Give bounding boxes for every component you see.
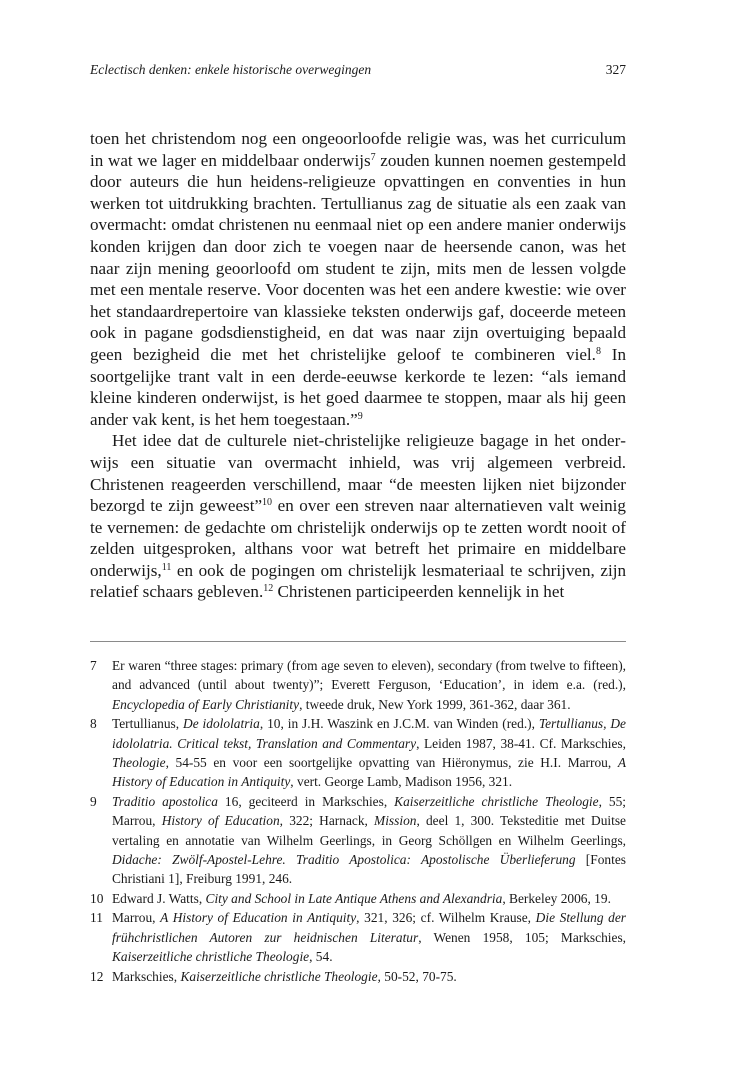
- text-run: Het idee dat de culturele niet-christelijke religieuze bagage in het onderwijs een situatie van overmacht inhield, was vrij algemeen verbreid. Christenen reageerden verschillend, maar “de meesten lijken niet bijzonder bezorgd te zijn geweest”: [90, 431, 626, 516]
- text-run: Kaiserzeitliche christliche Theologie: [112, 949, 310, 965]
- running-header: [90, 62, 626, 82]
- paragraph: [90, 128, 626, 430]
- text-run: Markschies,: [112, 968, 181, 984]
- running-title: Eclectisch denken: enkele historische overwegingen: [90, 62, 372, 77]
- text-run: Marrou,: [112, 910, 161, 926]
- text-run: Traditio apostolica: [112, 793, 218, 809]
- footnote-text: [112, 967, 626, 986]
- text-run: , vert. George Lamb, Madison 1956, 321.: [290, 774, 513, 790]
- footnote-ref[interactable]: 9: [357, 410, 363, 422]
- footnote-ref[interactable]: 7: [370, 151, 376, 163]
- text-run: , 322; Harnack,: [279, 813, 375, 829]
- text-run: Kaiserzeitliche christliche Theologie: [394, 793, 599, 809]
- text-run: Encyclopedia of Early Christianity: [112, 696, 300, 712]
- text-run: Christenen participeerden kennelijk in het: [273, 582, 565, 602]
- text-run: Mission: [374, 813, 417, 829]
- text-run: Didache: Zwölf-Apostel-Lehre. Traditio Apostolica: Apostolische Überlieferung: [112, 852, 576, 868]
- footnote-ref[interactable]: 8: [595, 345, 601, 357]
- text-run: 50-52, 70-75.: [380, 968, 457, 984]
- text-run: , 55; Marrou,: [112, 793, 627, 829]
- text-run: toen het christendom nog een ongeoorloofde religie was, was het curriculum in wat we lager en middelbaar onderwijs: [90, 129, 626, 170]
- text-run: City and School in Late Antique Athens and Alexandria: [205, 890, 503, 906]
- footnote: [90, 889, 626, 908]
- footnote: [90, 656, 626, 714]
- text-run: De idololatria: [183, 716, 260, 732]
- text-run: , tweede druk, New York 1999, 361-362, daar 361.: [299, 696, 571, 712]
- footnote-divider: [90, 641, 626, 642]
- footnote-ref[interactable]: 10: [262, 497, 273, 509]
- text-run: Tertullianus,: [112, 716, 184, 732]
- footnotes: [90, 656, 626, 986]
- footnote: [90, 908, 626, 966]
- paragraph: [90, 430, 626, 603]
- text-run: A History of Education in Antiquity: [112, 755, 626, 790]
- text-run: In soortgelijke trant valt in een derde-eeuwse kerkorde te lezen: “als iemand kleine kinderen onderwijst, is het goed daarmee te stoppen, maar als hij geen ander vak kent, is het hem toegestaan.”: [90, 344, 627, 429]
- text-run: , 321, 326; cf. Wilhelm Krause,: [356, 910, 536, 926]
- text-run: Er waren “three stages: primary (from age seven to eleven), secondary (from twelve to fifteen), and advanced (until about twenty)”; Everett Ferguson, ‘Education’, in idem e.a. (red.),: [112, 658, 626, 693]
- footnote-number: 11: [90, 910, 103, 926]
- footnote-number: 9: [90, 793, 97, 809]
- footnote-ref[interactable]: 12: [263, 583, 274, 595]
- footnote-text: [112, 656, 626, 714]
- text-run: , Berkeley 2006, 19.: [502, 890, 611, 906]
- text-run: , deel 1, 300. Teksteditie met Duitse vertaling en annotatie van Wilhelm Geerlings, in Georg Schöllgen en Wilhelm Geerlings,: [112, 813, 626, 848]
- footnote-text: [112, 714, 626, 792]
- footnote-ref[interactable]: 11: [161, 561, 172, 573]
- footnote-text: [112, 908, 626, 966]
- text-run: , 54-55 en voor een soortgelijke opvatting van Hiëronymus, zie H.I. Marrou,: [165, 755, 618, 771]
- footnote-number: 8: [90, 716, 97, 732]
- footnote-number: 12: [90, 968, 104, 984]
- text-run: en over een streven naar alternatieven valt weinig te vernemen: de gedachte om christelijk onderwijs op te zetten wordt nooit of zelden uitgesproken, althans voor wat betreft het primaire en middelbare onderwijs,: [90, 496, 626, 580]
- text-run: , Leiden 1987, 38-41. Cf. Markschies,: [416, 735, 626, 751]
- text-run: Kaiserzeitliche christliche Theologie,: [180, 968, 381, 984]
- text-run: [Fontes Christiani 1], Freiburg 1991, 246.: [112, 852, 626, 887]
- text-run: , Wenen 1958, 105; Markschies,: [418, 929, 626, 945]
- text-run: Theologie: [112, 755, 166, 771]
- footnote-text: [112, 792, 626, 889]
- text-run: , 54.: [309, 949, 333, 965]
- footnote-number: 10: [90, 890, 104, 906]
- text-run: A History of Education in Antiquity: [160, 910, 357, 926]
- body-text: [90, 128, 626, 603]
- footnote: [90, 967, 626, 986]
- text-run: Tertullianus, De idololatria. Critical tekst, Translation and Commentary: [112, 716, 626, 751]
- text-run: Die Stellung der frühchristlichen Autoren zur heidnischen Literatur: [112, 910, 627, 945]
- footnote: [90, 792, 626, 889]
- text-run: en ook de pogingen om christelijk lesmateriaal te schrijven, zijn relatief schaars gebleven.: [90, 560, 626, 602]
- footnote-number: 7: [90, 658, 97, 673]
- text-run: 16, geciteerd in Markschies,: [217, 793, 395, 809]
- text-run: zouden kunnen noemen gestempeld door auteurs die hun heidens-religieuze opvattingen en conventies in hun werken tot uitdrukking brachten. Tertullianus zag de situatie als een zaak van overmacht: omdat christenen nu eenmaal niet op een andere manier onderwijs konden krijgen dan door zich te voegen naar de heersende canon, was het naar zijn mening geoorloofd om student te zijn, mits men de lessen volgde met een mentale reserve. Voor docenten was het een andere kwestie: wie over het standaardrepertoire van klassieke teksten onderwijs gaf, doceerde meteen ook in pagane godsdienstigheid, en dat was naar zijn overtuiging bepaald geen bezigheid die met het christelijke geloof te combineren viel.: [90, 150, 626, 364]
- footnote: [90, 714, 626, 792]
- page-number: 327: [605, 62, 626, 77]
- text-run: , 10, in J.H. Waszink en J.C.M. van Winden (red.),: [259, 716, 539, 732]
- text-run: Edward J. Watts,: [112, 890, 206, 906]
- text-run: History of Education: [161, 813, 280, 829]
- footnote-text: [112, 889, 626, 908]
